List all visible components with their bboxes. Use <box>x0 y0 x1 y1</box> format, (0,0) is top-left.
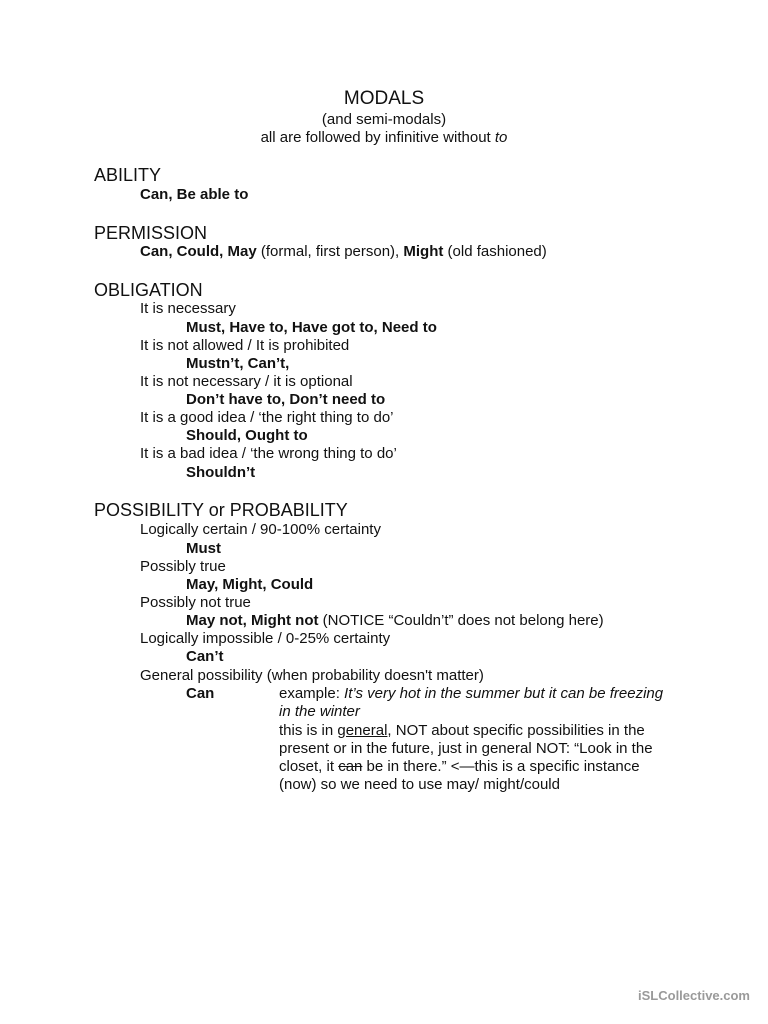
obligation-desc: It is not allowed / It is prohibited <box>140 337 350 354</box>
section-heading-permission: PERMISSION <box>94 223 208 243</box>
obligation-desc: It is necessary <box>140 300 236 317</box>
general-possibility-explanation <box>279 722 669 794</box>
obligation-desc: It is a good idea / ‘the right thing to do’ <box>140 409 394 426</box>
explanation-text-3: be in there.” <—this is a specific instance (now) so we need to use may/ might/could <box>279 758 640 793</box>
general-possibility-desc: General possibility (when probability doesn't matter) <box>140 667 484 684</box>
obligation-modals: Must, Have to, Have got to, Need to <box>186 319 437 336</box>
possibility-desc: Possibly true <box>140 558 226 575</box>
possibility-modals: May not, Might not <box>186 612 319 629</box>
permission-line <box>140 243 547 260</box>
possibility-modals: Can’t <box>186 648 224 665</box>
explanation-text-2: , NOT about specific possibilities in the present or in the future, just in general NOT: “Look in the closet, it <box>279 722 653 775</box>
obligation-modals: Don’t have to, Don’t need to <box>186 391 386 408</box>
obligation-desc: It is not necessary / it is optional <box>140 373 353 390</box>
section-heading-possibility: POSSIBILITY or PROBABILITY <box>94 500 348 520</box>
explanation-struck-word: can <box>338 758 363 775</box>
section-heading-obligation: OBLIGATION <box>94 280 203 300</box>
permission-note-2: (old fashioned) <box>443 243 547 260</box>
possibility-desc: Logically impossible / 0-25% certainty <box>140 630 391 647</box>
page-note-text: all are followed by infinitive without <box>260 129 495 146</box>
obligation-modals: Mustn’t, Can’t, <box>186 355 290 372</box>
permission-modals-1: Can, Could, May <box>140 243 257 260</box>
possibility-note: (NOTICE “Couldn’t” does not belong here) <box>318 612 604 629</box>
watermark: iSLCollective.com <box>638 988 750 1003</box>
example-label: example: <box>279 685 345 702</box>
explanation-underlined: general <box>337 722 388 739</box>
example-sentence: It’s very hot in the summer but it can be freezing in the winter <box>279 685 664 720</box>
possibility-modals: Must <box>186 540 221 557</box>
ability-modals: Can, Be able to <box>140 186 249 203</box>
obligation-modals: Should, Ought to <box>186 427 308 444</box>
section-heading-ability: ABILITY <box>94 165 162 185</box>
possibility-line <box>186 612 604 629</box>
possibility-modals: May, Might, Could <box>186 576 314 593</box>
page-subtitle: (and semi-modals) <box>321 111 447 128</box>
page-title: MODALS <box>343 88 425 109</box>
general-possibility-modal: Can <box>186 685 215 702</box>
obligation-modals: Shouldn’t <box>186 464 256 481</box>
page-note <box>0 129 768 146</box>
permission-note-1: (formal, first person), <box>256 243 404 260</box>
possibility-desc: Logically certain / 90-100% certainty <box>140 521 381 538</box>
explanation-text-1: this is in <box>279 722 338 739</box>
permission-modals-2: Might <box>403 243 444 260</box>
page-note-italic: to <box>494 129 508 146</box>
general-possibility-example <box>279 685 669 721</box>
obligation-desc: It is a bad idea / ‘the wrong thing to do’ <box>140 445 397 462</box>
possibility-desc: Possibly not true <box>140 594 251 611</box>
